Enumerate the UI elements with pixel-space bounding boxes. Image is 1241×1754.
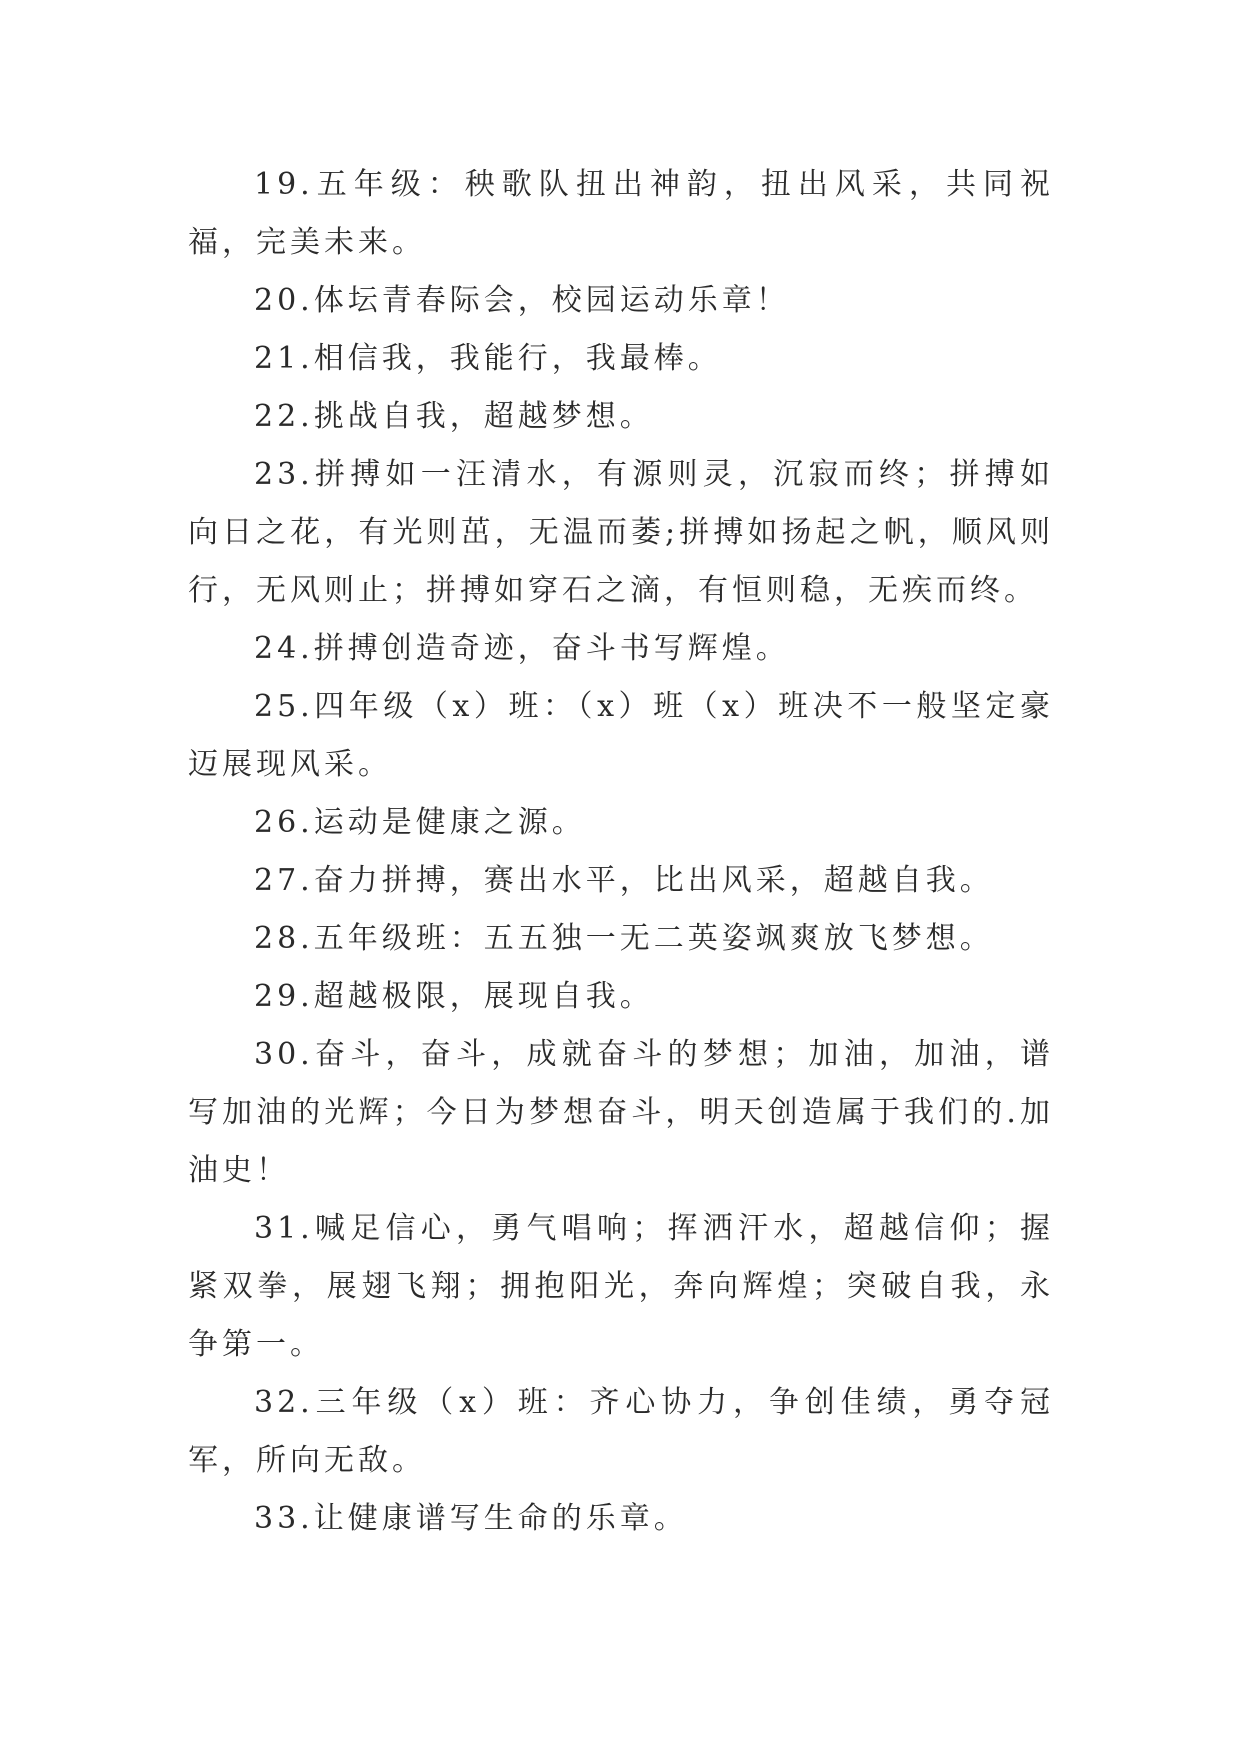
paragraph-25: 25.四年级（x）班：（x）班（x）班决不一般坚定豪迈展现风采。 [188, 689, 1054, 782]
paragraph-24: 24.拼搏创造奇迹，奋斗书写辉煌。 [254, 631, 790, 666]
paragraph-26: 26.运动是健康之源。 [254, 805, 586, 840]
paragraph-19: 19.五年级：秧歌队扭出神韵，扭出风采，共同祝福，完美未来。 [188, 167, 1054, 260]
paragraph-23: 23.拼搏如一汪清水，有源则灵，沉寂而终；拼搏如向日之花，有光则茁，无温而萎;拼搏如扬起之帆，顺风则行，无风则止；拼搏如穿石之滴，有恒则稳，无疾而终。 [188, 457, 1054, 608]
paragraph-27: 27.奋力拼搏，赛出水平，比出风采，超越自我。 [254, 863, 994, 898]
paragraph-21: 21.相信我，我能行，我最棒。 [254, 341, 722, 376]
document-body [188, 156, 1054, 1548]
paragraph-22: 22.挑战自我，超越梦想。 [254, 399, 654, 434]
paragraph-32: 32.三年级（x）班：齐心协力，争创佳绩，勇夺冠军，所向无敌。 [188, 1385, 1054, 1478]
paragraph-20: 20.体坛青春际会，校园运动乐章！ [254, 283, 790, 318]
paragraph-30: 30.奋斗，奋斗，成就奋斗的梦想；加油，加油，谱写加油的光辉；今日为梦想奋斗，明天创造属于我们的.加油史！ [188, 1037, 1054, 1188]
paragraph-33: 33.让健康谱写生命的乐章。 [254, 1501, 688, 1536]
paragraph-29: 29.超越极限，展现自我。 [254, 979, 654, 1014]
paragraph-28: 28.五年级班：五五独一无二英姿飒爽放飞梦想。 [254, 921, 994, 956]
paragraph-31: 31.喊足信心，勇气唱响；挥洒汗水，超越信仰；握紧双拳，展翅飞翔；拥抱阳光，奔向辉煌；突破自我，永争第一。 [188, 1211, 1054, 1362]
